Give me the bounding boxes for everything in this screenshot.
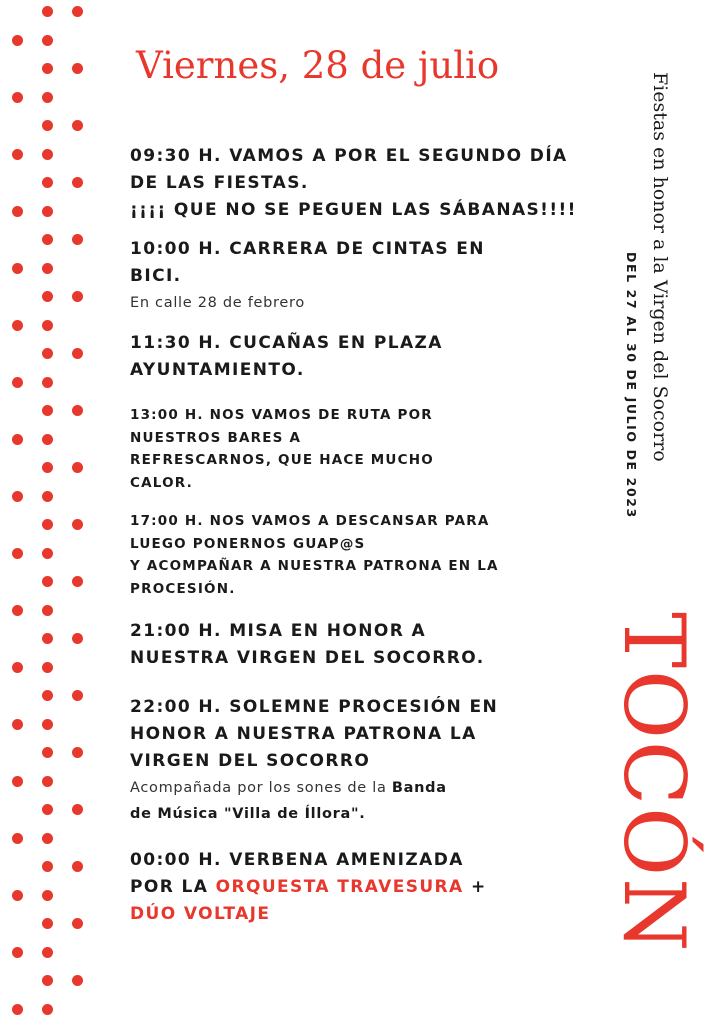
decor-dot (42, 35, 53, 46)
decor-dot (12, 149, 23, 160)
decor-dot (42, 548, 53, 559)
decor-dot (72, 120, 83, 131)
event-1700: 17:00 H. NOS VAMOS A DESCANSAR PARA LUEGO PONERNOS GUAP@S Y ACOMPAÑAR A NUESTRA PATRONA EN LA PROCESIÓN. (130, 513, 499, 597)
decor-dot (42, 92, 53, 103)
decor-dot (42, 377, 53, 388)
decor-dot (42, 662, 53, 673)
decor-dot (12, 320, 23, 331)
decor-dot (12, 92, 23, 103)
decor-dot (42, 833, 53, 844)
decor-dot (42, 149, 53, 160)
decor-dot (42, 605, 53, 616)
decor-dot (12, 1004, 23, 1015)
event-2200: 22:00 H. SOLEMNE PROCESIÓN EN HONOR A NUESTRA PATRONA LA VIRGEN DEL SOCORRO Acompañada por los sones de la Banda de Música "Villa de Íllora". (130, 694, 610, 827)
decor-dot (72, 747, 83, 758)
dot-pattern (0, 0, 90, 1024)
decor-dot (72, 576, 83, 587)
decor-dot (42, 633, 53, 644)
decor-dot (12, 719, 23, 730)
decor-dot (72, 861, 83, 872)
event-0000: 00:00 H. VERBENA AMENIZADA POR LA ORQUESTA TRAVESURA + DÚO VOLTAJE (130, 847, 610, 928)
decor-dot (42, 291, 53, 302)
decor-dot (72, 291, 83, 302)
town-name: TOCÓN (605, 612, 703, 954)
orchestra-name: ORQUESTA TRAVESURA (215, 877, 464, 897)
page-title: Viernes, 28 de julio (136, 44, 500, 87)
decor-dot (72, 633, 83, 644)
decor-dot (42, 719, 53, 730)
decor-dot (42, 263, 53, 274)
decor-dot (42, 1004, 53, 1015)
decor-dot (42, 861, 53, 872)
decor-dot (42, 462, 53, 473)
decor-dot (72, 462, 83, 473)
decor-dot (72, 6, 83, 17)
decor-dot (72, 348, 83, 359)
event-0930: 09:30 H. VAMOS A POR EL SEGUNDO DÍA DE LAS FIESTAS. ¡¡¡¡ QUE NO SE PEGUEN LAS SÁBANAS!!!! (130, 146, 577, 220)
decor-dot (42, 320, 53, 331)
decor-dot (72, 405, 83, 416)
decor-dot (72, 177, 83, 188)
decor-dot (42, 747, 53, 758)
decor-dot (42, 63, 53, 74)
decor-dot (12, 434, 23, 445)
decor-dot (12, 776, 23, 787)
decor-dot (72, 63, 83, 74)
decor-dot (12, 377, 23, 388)
decor-dot (12, 890, 23, 901)
decor-dot (42, 975, 53, 986)
decor-dot (42, 348, 53, 359)
decor-dot (42, 576, 53, 587)
decor-dot (72, 975, 83, 986)
decor-dot (12, 605, 23, 616)
decor-dot (42, 491, 53, 502)
decor-dot (72, 804, 83, 815)
event-1300: 13:00 H. NOS VAMOS DE RUTA POR NUESTROS BARES A REFRESCARNOS, QUE HACE MUCHO CALOR. (130, 407, 434, 491)
decor-dot (42, 947, 53, 958)
decor-dot (12, 947, 23, 958)
festival-title: Fiestas en honor a la Virgen del Socorro (649, 72, 671, 462)
decor-dot (42, 804, 53, 815)
decor-dot (12, 263, 23, 274)
event-1000: 10:00 H. CARRERA DE CINTAS EN BICI. En calle 28 de febrero (130, 236, 610, 316)
decor-dot (12, 35, 23, 46)
decor-dot (42, 690, 53, 701)
duo-name: DÚO VOLTAJE (130, 904, 271, 924)
event-2100: 21:00 H. MISA EN HONOR A NUESTRA VIRGEN DEL SOCORRO. (130, 621, 485, 668)
decor-dot (12, 206, 23, 217)
decor-dot (42, 434, 53, 445)
event-list (130, 143, 610, 928)
decor-dot (42, 234, 53, 245)
decor-dot (72, 690, 83, 701)
decor-dot (42, 519, 53, 530)
event-note: En calle 28 de febrero (130, 295, 305, 311)
decor-dot (42, 206, 53, 217)
decor-dot (42, 6, 53, 17)
event-note: Acompañada por los sones de la Banda (130, 780, 447, 796)
decor-dot (12, 548, 23, 559)
decor-dot (12, 491, 23, 502)
decor-dot (42, 120, 53, 131)
festival-dates: DEL 27 AL 30 DE JULIO DE 2023 (624, 252, 639, 519)
decor-dot (42, 918, 53, 929)
decor-dot (12, 662, 23, 673)
decor-dot (42, 890, 53, 901)
decor-dot (12, 833, 23, 844)
decor-dot (72, 519, 83, 530)
decor-dot (72, 234, 83, 245)
decor-dot (42, 177, 53, 188)
decor-dot (42, 405, 53, 416)
decor-dot (42, 776, 53, 787)
decor-dot (72, 918, 83, 929)
event-1130: 11:30 H. CUCAÑAS EN PLAZA AYUNTAMIENTO. (130, 333, 443, 380)
